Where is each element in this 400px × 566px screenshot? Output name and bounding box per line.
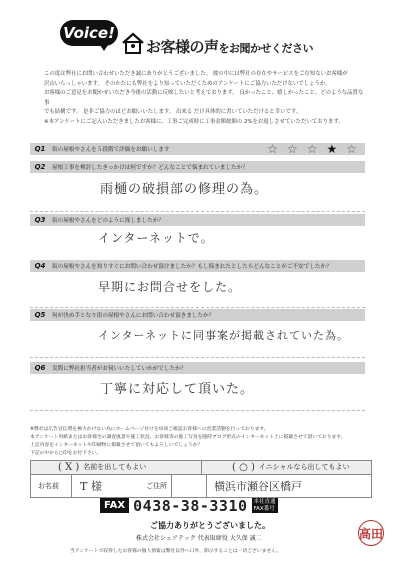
star-icon: ☆	[267, 142, 278, 156]
star-icon: ☆	[286, 142, 298, 156]
initial-consent	[232, 461, 349, 473]
intro-text: この度は弊社にお問い合わせいただき誠にありがとうございました。 彼の中には弊社の存在やサービスをご存知ないお客様が 沢山いらっしゃいます。 そのかたにも弊社をより知っていただくためのアンケートにご協力いただけないでしょうか。 お客様のご意見をお聞かせいただき今後の活動に反映したいと考えております。 良かったこと、嬉しかったこと、どのような品質な事 でも結構です。 是非ご協力のほどお願いいたします。 出来る だけ具体的に書いていただけると幸いです。 ※本アンケートにご記入いただきましたお客様に、工事ご完成時に工事金額総額の 2%をお返しさせていただいております。	[44, 71, 364, 125]
thanks-message: ご協力ありがとうございました。	[150, 521, 270, 530]
privacy-footnote: 当アンケートで収得したお客様の個人情報は弊社以外へ口外、開示することは一切ございません。	[70, 549, 282, 554]
publication-notes: ※弊社は広告宣伝費を極力かけない為にホームページ付けを毎回ご確認お客様への営業活動を行っております。 本アンケート用紙またはお客様宅の調査風景や施工状況、お客様等の施工写真を随時ブログ形式のインターネット上に掲載させて頂いております。 上記内容をインターネットや印刷物に掲載させて頂いてもよろしいでしょうか？ 下記の中から○印をお付下さい。	[30, 427, 346, 456]
star-filled-icon: ★	[326, 142, 338, 156]
question-number: Q5	[34, 311, 46, 319]
star-icon: ☆	[346, 142, 357, 156]
voice-badge: Voice!	[60, 20, 118, 46]
question-number: Q4	[34, 262, 46, 270]
fax-contact	[100, 497, 278, 514]
title-main: お客様の声	[146, 38, 219, 56]
question-2-bar	[30, 161, 365, 173]
consent-divider	[201, 461, 202, 474]
fax-label: FAX	[100, 498, 129, 513]
divider	[30, 410, 365, 411]
name-consent	[58, 461, 146, 473]
question-number: Q2	[34, 163, 46, 171]
divider	[30, 357, 365, 358]
question-5-bar	[30, 309, 365, 321]
fax-note: 本社直通 FAX番号	[253, 499, 276, 512]
question-number: Q3	[34, 216, 46, 224]
initial-consent-mark: ( ○ )	[232, 461, 255, 473]
question-number: Q6	[34, 364, 46, 372]
address-label-cell	[171, 475, 207, 497]
question-6-bar	[30, 362, 365, 374]
name-field-value: T 様	[80, 480, 102, 493]
initial-consent-label: イニシャルなら出してもよい	[258, 463, 350, 471]
divider	[30, 211, 365, 212]
question-3-bar	[30, 214, 365, 226]
house-icon	[120, 30, 146, 56]
address-field-value: 横浜市瀬谷区橋戸	[214, 480, 302, 493]
question-1-bar	[30, 143, 365, 155]
page-title	[146, 36, 313, 57]
rating-stars	[267, 143, 357, 155]
question-number: Q1	[34, 145, 46, 153]
question-text: 何が決め手となり街の屋根やさんにお問い合わせ頂きましたか？	[52, 313, 215, 319]
answer-2: 雨樋の破損部の修理の為。	[100, 182, 269, 197]
question-text: 実際に弊社担当者がお伺いいたしていかがでしたか？	[52, 366, 187, 372]
answer-3: インターネットで。	[98, 231, 214, 245]
question-text: 街の屋根やさんを知りすぐにお問い合わせ頂けましたか？もし悩まれたとしたらどんなことがご不安でしたか？	[52, 264, 332, 270]
answer-4: 早期にお問合せをした。	[98, 280, 242, 294]
name-field-label: お名前	[38, 482, 59, 490]
title-suffix: をお聞かせください	[218, 42, 314, 55]
fax-number: 0438-38-3310	[133, 496, 248, 515]
star-icon: ☆	[306, 142, 318, 156]
company-seal: 高田	[358, 520, 384, 546]
answer-5: インターネットに同事案が掲載されていた為。	[98, 329, 350, 342]
address-field-label: ご住所	[146, 482, 167, 490]
company-info: 株式会社シェアテック 代表取締役 大久保 誠二	[136, 535, 262, 542]
name-consent-mark: ( X )	[58, 461, 80, 473]
question-text: 街の屋根やさんを５段階で評価をお願いします	[52, 147, 170, 153]
voice-badge-tail	[98, 42, 110, 51]
question-text: 屋根工事を検討したきっかけは何ですか？どんなことで悩まれていましたか？	[52, 165, 248, 171]
question-text: 街の屋根やさんをどのように探しましたか？	[52, 218, 164, 224]
divider	[30, 307, 365, 308]
name-consent-label: 名前を出してもよい	[83, 463, 147, 471]
answer-6: 丁寧に対応して頂いた。	[100, 382, 255, 397]
question-4-bar	[30, 260, 365, 272]
